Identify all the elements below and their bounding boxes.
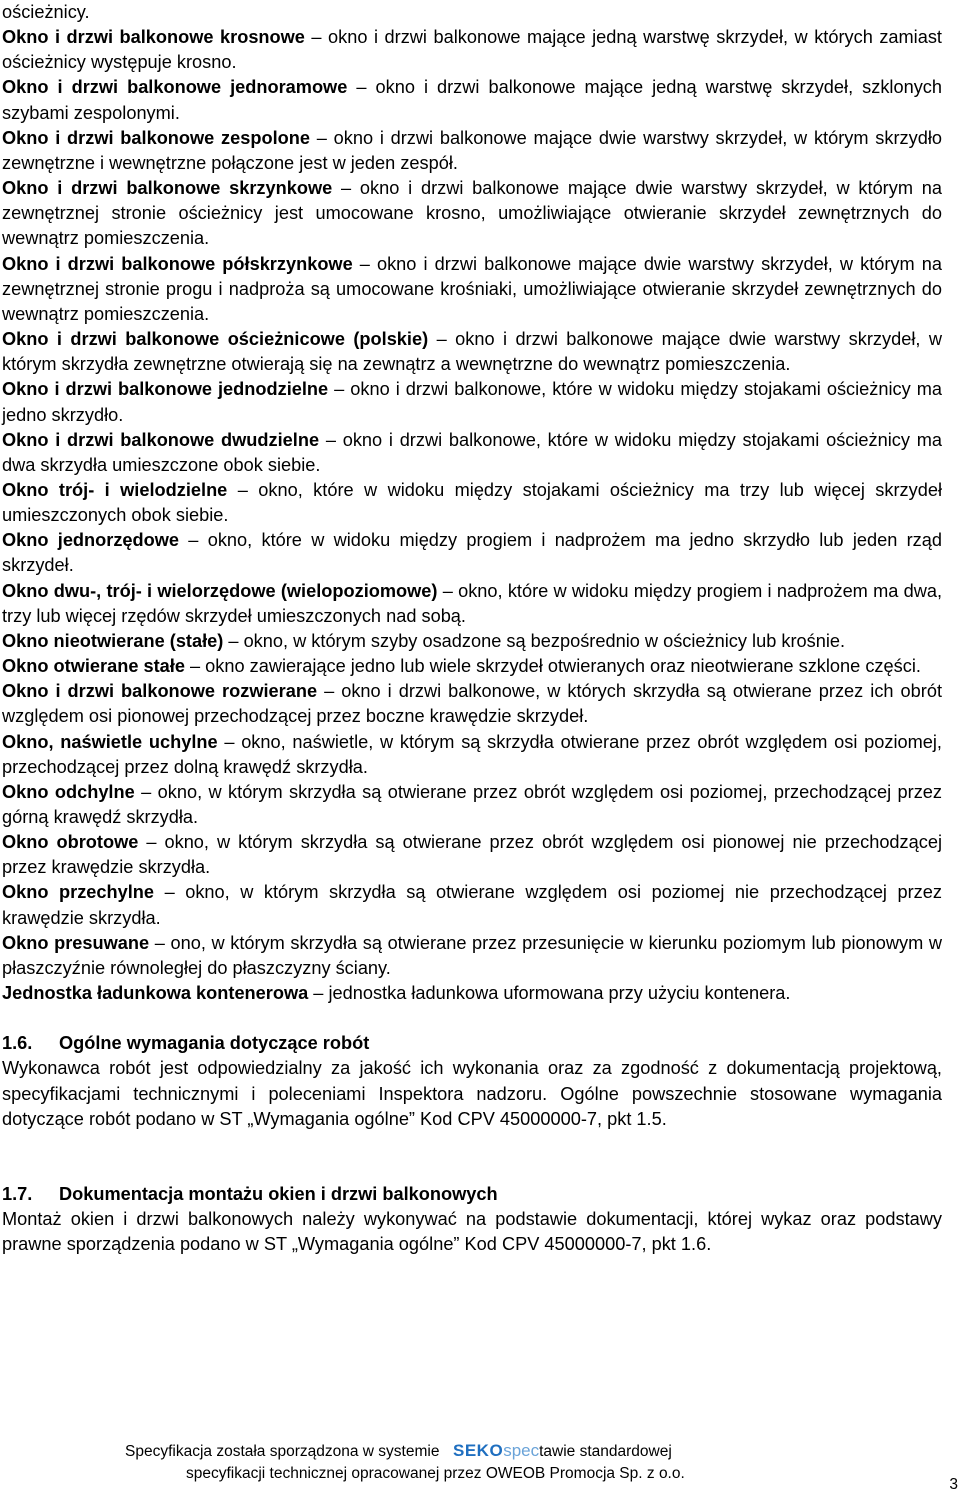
- definition-item: [2, 377, 942, 427]
- definition-desc: – okno i drzwi balkonowe mające dwie warstwy skrzydeł, w którym na zewnętrznej stronie ościeżnicy jest umocowane krosno, umożliwiające otwieranie skrzydeł zewnętrznych do wewnątrz pomieszczenia.: [2, 178, 942, 249]
- definition-item: [2, 780, 942, 830]
- definition-desc: – okno zawierające jedno lub wiele skrzydeł otwieranych oraz nieotwierane szklone części.: [184, 656, 921, 677]
- section-1-7: [2, 1182, 942, 1257]
- definition-term: Okno i drzwi balkonowe rozwierane: [2, 681, 318, 702]
- spacer: [2, 1006, 942, 1031]
- section-number: 1.7.: [2, 1183, 33, 1204]
- definition-term: Okno obrotowe: [2, 832, 139, 853]
- definition-item: [2, 75, 942, 125]
- definition-desc: – okno, w którym skrzydła są otwierane względem osi poziomej nie przechodzącej przez krawędzie skrzydła.: [2, 882, 942, 928]
- definition-term: Okno dwu-, trój- i wielorzędowe (wielopoziomowe): [2, 580, 438, 601]
- definition-desc: – okno i drzwi balkonowe, w których skrzydła są otwierane przez ich obrót względem osi pionowej przechodzącej przez boczne krawędzie skrzydeł.: [2, 681, 942, 727]
- definition-item: [2, 629, 942, 654]
- definition-term: Jednostka ładunkowa kontenerowa: [2, 983, 309, 1004]
- definition-desc: – okno, które w widoku między stojakami ościeżnicy ma trzy lub więcej skrzydeł umieszczonych obok siebie.: [2, 479, 942, 526]
- sekospec-logo: [453, 1440, 672, 1462]
- section-body: Wykonawca robót jest odpowiedzialny za jakość ich wykonania oraz za zgodność z dokumentacją projektową, specyfikacjami technicznymi i poleceniami Inspektora nadzoru. Ogólne powszechnie stosowane wymagania dotyczące robót podano w ST „Wymagania ogólne” Kod CPV 45000000-7, pkt 1.5.: [2, 1058, 942, 1129]
- section-1-6: [2, 1031, 942, 1132]
- definition-desc: – okno, w którym skrzydła są otwierane przez obrót względem osi pionowej nie przechodzącej przez krawędzie skrzydła.: [2, 832, 943, 878]
- definition-term: Okno jednorzędowe: [2, 530, 180, 551]
- definition-item: [2, 880, 942, 930]
- definition-desc: – okno i drzwi balkonowe mające dwie warstwy skrzydeł, w którym skrzydło zewnętrzne i wewnętrzne połączone jest w jeden zespół.: [2, 127, 942, 173]
- definition-term: Okno i drzwi balkonowe krosnowe: [2, 27, 305, 48]
- footer-line-2: specyfikacji technicznej opracowanej przez OWEOB Promocja Sp. z o.o.: [186, 1465, 685, 1482]
- definition-item: [2, 579, 942, 629]
- logo-part-2: spec: [503, 1441, 540, 1460]
- definition-desc: – okno i drzwi balkonowe mające jedną warstwę skrzydeł, szklonych szybami zespolonymi.: [2, 77, 942, 123]
- definition-item: [2, 478, 942, 528]
- definition-desc: – okno, w którym skrzydła są otwierane przez obrót względem osi poziomej, przechodzącej przez górną krawędź skrzydła.: [2, 781, 942, 827]
- logo-part-1: SEKO: [453, 1441, 504, 1460]
- page-number: 3: [949, 1476, 958, 1493]
- definition-term: Okno i drzwi balkonowe zespolone: [2, 127, 310, 148]
- definition-desc: – ono, w którym skrzydła są otwierane przez przesunięcie w kierunku poziomym lub pionowym w płaszczyźnie równoległej do płaszczyzny ściany.: [2, 932, 942, 978]
- definition-term: Okno odchylne: [2, 781, 135, 802]
- definition-desc: – okno, w którym szyby osadzone są bezpośrednio w ościeżnicy lub krośnie.: [223, 630, 846, 651]
- definition-desc: – okno i drzwi balkonowe, które w widoku między stojakami ościeżnicy ma dwa skrzydła umieszczone obok siebie.: [2, 429, 942, 475]
- definition-item: [2, 126, 942, 176]
- definition-desc: – okno i drzwi balkonowe mające dwie warstwy skrzydeł, w którym skrzydła zewnętrzne otwierają się na zewnątrz a wewnętrzne do wewnątrz pomieszczenia.: [2, 329, 942, 375]
- definition-item: [2, 428, 942, 478]
- document-page: [2, 0, 942, 1257]
- definition-desc: – okno, które w widoku między progiem i nadprożem ma jedno skrzydło lub jeden rząd skrzydeł.: [2, 530, 942, 576]
- definition-item: [2, 252, 942, 327]
- definitions-list: [2, 25, 942, 1006]
- definition-item: [2, 931, 942, 981]
- section-title: Ogólne wymagania dotyczące robót: [59, 1033, 370, 1054]
- section-title: Dokumentacja montażu okien i drzwi balkonowych: [59, 1183, 498, 1204]
- definition-item: [2, 528, 942, 578]
- section-heading: [2, 1182, 942, 1207]
- definition-term: Okno i drzwi balkonowe ościeżnicowe (polskie): [2, 329, 429, 350]
- definition-term: Okno i drzwi balkonowe jednodzielne: [2, 379, 329, 400]
- definition-desc: – okno, które w widoku między progiem i nadprożem ma dwa, trzy lub więcej rzędów skrzydeł umieszczonych nad sobą.: [2, 580, 943, 626]
- definition-term: Okno i drzwi balkonowe dwudzielne: [2, 429, 320, 450]
- definition-term: Okno trój- i wielodzielne: [2, 479, 228, 500]
- section-heading: [2, 1031, 942, 1056]
- definition-term: Okno przechylne: [2, 882, 155, 903]
- definition-term: Okno presuwane: [2, 932, 150, 953]
- definition-term: Okno i drzwi balkonowe skrzynkowe: [2, 178, 333, 199]
- definition-item: [2, 176, 942, 251]
- footer-system-text: Specyfikacja została sporządzona w systemie: [125, 1443, 440, 1460]
- spacer: [2, 1132, 942, 1182]
- definition-desc: – okno i drzwi balkonowe mające jedną warstwę skrzydeł, w których zamiast ościeżnicy występuje krosno.: [2, 27, 942, 73]
- page-footer: [0, 1441, 960, 1497]
- definition-item: [2, 830, 942, 880]
- continuation-text: ościeżnicy.: [2, 2, 90, 22]
- definition-term: Okno otwierane stałe: [2, 656, 185, 677]
- definition-item: [2, 25, 942, 75]
- section-number: 1.6.: [2, 1033, 33, 1054]
- definition-desc: – okno i drzwi balkonowe, które w widoku między stojakami ościeżnicy ma jedno skrzydło.: [2, 379, 942, 425]
- definition-desc: – jednostka ładunkowa uformowana przy użyciu kontenera.: [308, 983, 791, 1004]
- section-body: Montaż okien i drzwi balkonowych należy wykonywać na podstawie dokumentacji, której wykaz oraz podstawy prawne sporządzenia podano w ST „Wymagania ogólne” Kod CPV 45000000-7, pkt 1.6.: [2, 1209, 942, 1255]
- definition-desc: – okno i drzwi balkonowe mające dwie warstwy skrzydeł, w którym na zewnętrznej stronie progu i nadproża są umocowane krośniaki, umożliwiające otwieranie skrzydeł zewnętrznych do wewnątrz pomieszczenia.: [2, 253, 942, 324]
- logo-part-3: tawie standardowej: [539, 1443, 672, 1460]
- definition-term: Okno i drzwi balkonowe jednoramowe: [2, 77, 348, 98]
- definition-desc: – okno, naświetle, w którym są skrzydła otwierane przez obrót względem osi poziomej, przechodzącej przez dolną krawędź skrzydła.: [2, 731, 942, 777]
- definition-term: Okno, naświetle uchylne: [2, 731, 218, 752]
- definition-term: Okno nieotwierane (stałe): [2, 630, 224, 651]
- definition-item: [2, 679, 942, 729]
- definition-item: [2, 654, 942, 679]
- definition-item: [2, 327, 942, 377]
- definition-item: [2, 730, 942, 780]
- definition-term: Okno i drzwi balkonowe półskrzynkowe: [2, 253, 353, 274]
- definition-item: [2, 981, 942, 1006]
